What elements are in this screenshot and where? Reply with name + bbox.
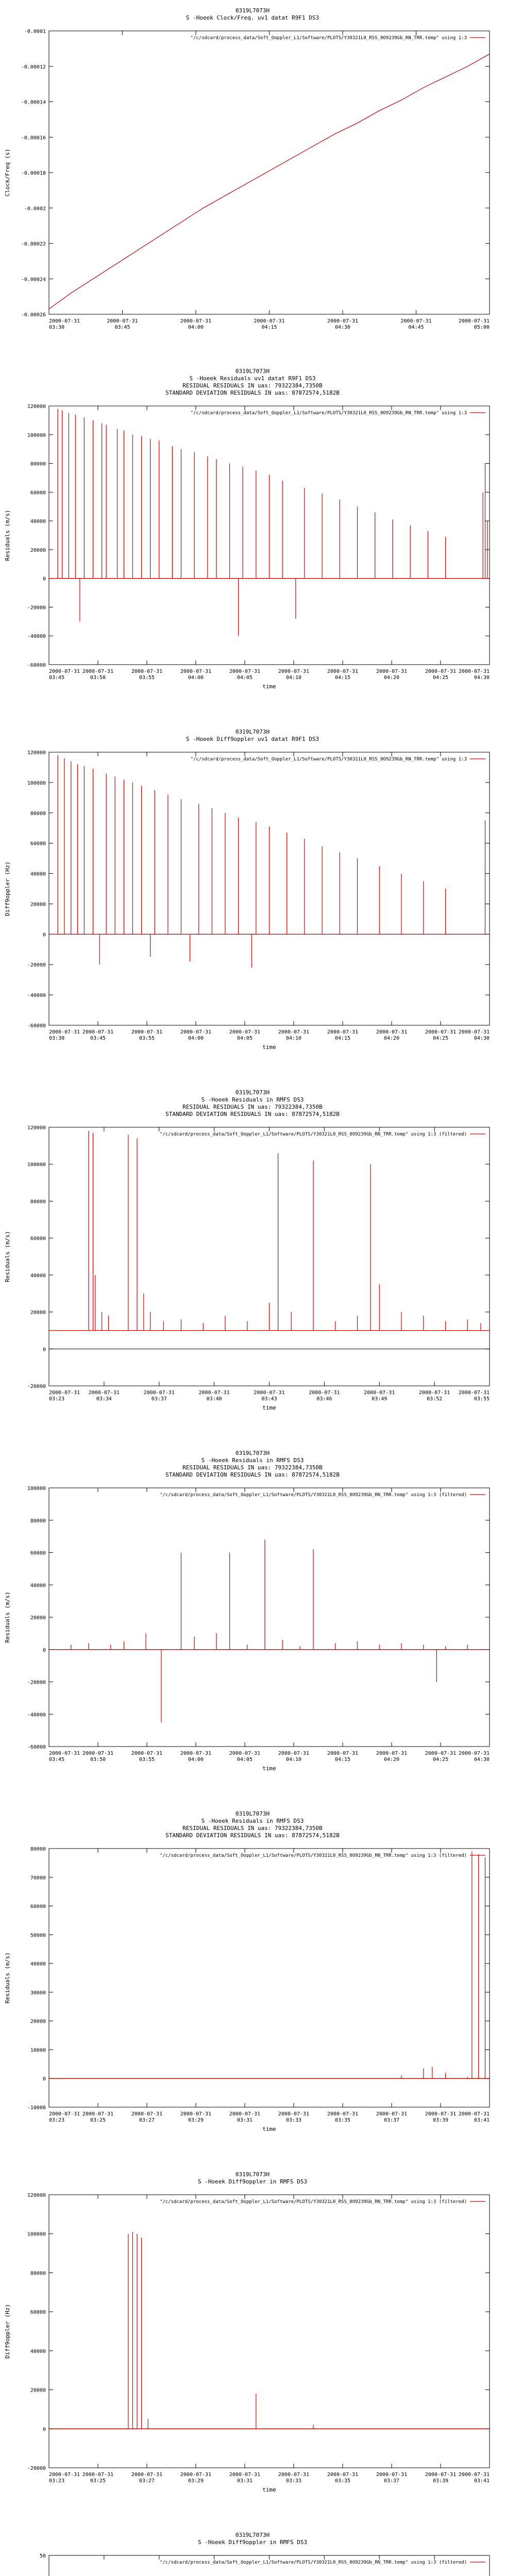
x-tick-label: 03:40 [206,1396,222,1402]
x-tick-label: 2000-07-31 [458,669,490,674]
chart-svg-8 [0,2524,505,2576]
chart-title-line: 0319L7073H [235,1089,270,1096]
y-tick-label: 50 [39,2553,46,2559]
x-tick-label: 2000-07-31 [425,1751,457,1756]
x-tick-label: 03:45 [49,1757,65,1762]
x-tick-label: 03:31 [237,2117,253,2123]
x-tick-label: 04:15 [334,1036,351,1041]
y-tick-label: 50000 [30,1933,46,1939]
y-tick-label: -0.00012 [21,64,46,70]
y-tick-label: 40000 [30,871,46,877]
y-axis-label: Residuals (m/s) [4,1231,11,1282]
y-tick-label: 120000 [27,2193,46,2198]
x-tick-label: 04:00 [188,325,204,330]
x-tick-label: 2000-07-31 [425,669,457,674]
x-tick-label: 2000-07-31 [458,1751,490,1756]
x-tick-label: 04:30 [474,675,490,681]
x-tick-label: 03:52 [427,1396,443,1402]
x-tick-label: 2000-07-31 [82,1751,114,1756]
x-axis-label: time [262,1404,276,1411]
x-tick-label: 03:43 [261,1396,277,1402]
x-tick-label: 03:45 [49,675,65,681]
x-tick-label: 04:10 [285,1036,302,1041]
x-tick-label: 03:41 [474,2478,490,2484]
x-tick-label: 2000-07-31 [180,2111,212,2117]
x-tick-label: 03:35 [334,2478,351,2484]
x-tick-label: 2000-07-31 [327,669,359,674]
chart-svg-4 [0,1082,505,1443]
y-tick-label: 20000 [30,902,46,908]
chart-title-line: S -Hoeek Diff9oppler uv1 datat R9F1 DS3 [186,736,319,742]
x-tick-label: 2000-07-31 [82,1029,114,1035]
y-tick-label: 100000 [27,432,46,438]
chart-title-line: 0319L7073H [235,2171,270,2178]
legend-entry: "/c/sdcard/process_data/Soft_Ooppler_L1/Software/PLOTS/Y30321L0_RSS_0O9239Gb_RN_TRR.temp" using 1:3 (filtered) [159,2560,467,2565]
y-tick-label: 60000 [30,1550,46,1556]
plot-frame [49,1488,490,1747]
y-axis-label: Diff9oppler (Hz) [4,861,11,916]
x-tick-label: 03:30 [49,1036,65,1041]
x-tick-label: 04:00 [188,1036,204,1041]
y-tick-label: 0 [42,2076,46,2082]
y-tick-label: 120000 [27,1125,46,1131]
x-tick-label: 04:25 [432,675,449,681]
x-tick-label: 2000-07-31 [327,2472,359,2478]
y-tick-label: 60000 [30,841,46,847]
legend-entry: "/c/sdcard/process_data/Soft_Ooppler_L1/Software/PLOTS/Y30321L0_RSS_0O9239Gb_RN_TRR.temp" using 1:3 [190,411,467,416]
y-tick-label: 120000 [27,750,46,756]
x-tick-label: 2000-07-31 [425,1029,457,1035]
y-tick-label: 80000 [30,461,46,467]
x-tick-label: 2000-07-31 [376,2472,408,2478]
x-tick-label: 2000-07-31 [327,1751,359,1756]
x-tick-label: 04:30 [334,325,351,330]
x-tick-label: 03:27 [139,2478,155,2484]
chart-title-line: RESIDUAL RESIDUALS IN uas: 79322384,7350B [182,1104,323,1110]
x-tick-label: 2000-07-31 [82,2111,114,2117]
legend-entry: "/c/sdcard/process_data/Soft_Ooppler_L1/Software/PLOTS/Y30321L0_RSS_0O9239Gb_RN_TRR.temp" using 1:3 (filtered) [159,1493,467,1498]
chart-title-line: STANDARD DEVIATION RESIDUALS IN uas: 87872574,5182B [165,389,340,396]
y-tick-label: -0.00014 [21,99,46,106]
chart-svg-5 [0,1443,505,1803]
x-tick-label: 2000-07-31 [49,1390,80,1396]
x-tick-label: 2000-07-31 [376,669,408,674]
y-tick-label: 80000 [30,810,46,817]
x-axis-label: time [262,2486,276,2493]
x-tick-label: 2000-07-31 [49,2111,80,2117]
x-tick-label: 2000-07-31 [278,1751,310,1756]
x-tick-label: 2000-07-31 [425,2472,457,2478]
plot-frame [49,1127,490,1386]
y-tick-label: 10000 [30,2047,46,2054]
x-tick-label: 04:15 [261,325,277,330]
chart-title-line: STANDARD DEVIATION RESIDUALS IN uas: 87872574,5182B [165,1471,340,1478]
chart-title-line: 0319L7073H [235,7,270,14]
x-tick-label: 03:35 [334,2117,351,2123]
x-tick-label: 03:34 [96,1396,112,1402]
x-tick-label: 2000-07-31 [327,318,359,324]
y-tick-label: -0.00026 [21,312,46,318]
chart-panel-1 [0,0,505,361]
y-tick-label: 20000 [30,547,46,553]
y-tick-label: 0 [42,1647,46,1653]
x-tick-label: 03:55 [139,1757,155,1762]
x-tick-label: 03:55 [139,1036,155,1041]
x-axis-label: time [262,2126,276,2132]
y-tick-label: 60000 [30,1236,46,1242]
plot-frame [49,1849,490,2107]
x-tick-label: 03:29 [188,2117,204,2123]
x-tick-label: 2000-07-31 [131,1751,163,1756]
x-tick-label: 2000-07-31 [309,1390,340,1396]
y-tick-label: 20000 [30,1310,46,1316]
x-tick-label: 2000-07-31 [180,318,212,324]
y-tick-label: 40000 [30,519,46,525]
y-tick-label: -60000 [27,1744,46,1750]
chart-svg-6 [0,1803,505,2164]
y-tick-label: -0.0001 [24,29,46,35]
x-tick-label: 2000-07-31 [278,2111,310,2117]
x-tick-label: 2000-07-31 [458,2472,490,2478]
x-tick-label: 2000-07-31 [131,2111,163,2117]
x-tick-label: 03:50 [90,675,106,681]
chart-title-line: S -Hoeek Residuals uv1 datat R9F1 DS3 [189,375,316,382]
chart-title-line: STANDARD DEVIATION RESIDUALS IN uas: 87872574,5182B [165,1111,340,1117]
x-tick-label: 03:39 [432,2117,449,2123]
chart-title-line: 0319L7073H [235,728,270,735]
y-tick-label: 40000 [30,2348,46,2354]
x-tick-label: 2000-07-31 [278,1029,310,1035]
y-tick-label: 80000 [30,1846,46,1852]
x-tick-label: 03:39 [432,2478,449,2484]
y-tick-label: -0.00016 [21,135,46,141]
chart-title-line: 0319L7073H [235,1450,270,1456]
y-tick-label: 40000 [30,1273,46,1279]
x-tick-label: 05:00 [474,325,490,330]
y-tick-label: 40000 [30,1961,46,1968]
x-tick-label: 04:30 [474,1757,490,1762]
x-tick-label: 2000-07-31 [49,669,80,674]
chart-title-line: S -Hoeek Diff9oppler in RMFS DS3 [198,2178,307,2185]
x-tick-label: 03:50 [90,1757,106,1762]
x-tick-label: 2000-07-31 [425,2111,457,2117]
chart-title-line: S -Hoeek Clock/Freq. uv1 datat R9F1 DS3 [186,14,319,21]
x-tick-label: 04:20 [383,1757,400,1762]
x-tick-label: 2000-07-31 [254,1390,285,1396]
x-tick-label: 04:05 [237,1757,253,1762]
x-tick-label: 2000-07-31 [131,669,163,674]
x-tick-label: 03:46 [316,1396,332,1402]
x-tick-label: 2000-07-31 [229,2472,261,2478]
y-tick-label: 0 [42,576,46,582]
x-axis-label: time [262,1044,276,1050]
x-tick-label: 2000-07-31 [82,2472,114,2478]
y-tick-label: 30000 [30,1990,46,1996]
x-tick-label: 2000-07-31 [278,669,310,674]
y-tick-label: 80000 [30,1199,46,1205]
y-tick-label: -40000 [27,993,46,999]
x-tick-label: 2000-07-31 [458,1029,490,1035]
x-tick-label: 03:37 [151,1396,167,1402]
x-tick-label: 2000-07-31 [376,2111,408,2117]
x-tick-label: 2000-07-31 [400,318,432,324]
x-tick-label: 2000-07-31 [180,1029,212,1035]
y-tick-label: 20000 [30,1615,46,1621]
y-tick-label: -0.00018 [21,171,46,176]
x-tick-label: 2000-07-31 [458,1390,490,1396]
x-tick-label: 03:27 [139,2117,155,2123]
x-tick-label: 04:15 [334,675,351,681]
y-tick-label: -60000 [27,1023,46,1029]
legend-entry: "/c/sdcard/process_data/Soft_Ooppler_L1/Software/PLOTS/Y30321L0_RSS_0O9239Gb_RN_TRR.temp" using 1:3 [190,36,467,41]
x-axis-label: time [262,1765,276,1772]
y-tick-label: 100000 [27,1486,46,1492]
plot-frame [49,2195,490,2468]
x-tick-label: 2000-07-31 [180,669,212,674]
x-tick-label: 04:25 [432,1036,449,1041]
legend-entry: "/c/sdcard/process_data/Soft_Ooppler_L1/Software/PLOTS/Y30321L0_RSS_0O9239Gb_RN_TRR.temp" using 1:3 (filtered) [159,2199,467,2205]
y-tick-label: -20000 [27,1680,46,1686]
chart-title-line: S -Hoeek Residuals in RMFS DS3 [201,1457,304,1464]
x-tick-label: 03:23 [49,2117,65,2123]
x-tick-label: 2000-07-31 [180,2472,212,2478]
chart-svg-2 [0,361,505,721]
x-tick-label: 2000-07-31 [254,318,285,324]
x-tick-label: 04:25 [432,1757,449,1762]
y-tick-label: 0 [42,1347,46,1353]
x-tick-label: 2000-07-31 [49,1751,80,1756]
y-tick-label: -0.00024 [21,277,46,283]
y-tick-label: -40000 [27,1712,46,1718]
x-tick-label: 03:29 [188,2478,204,2484]
legend-entry: "/c/sdcard/process_data/Soft_Ooppler_L1/Software/PLOTS/Y30321L0_RSS_0O9239Gb_RN_TRR.temp" using 1:3 (filtered) [159,1132,467,1137]
y-tick-label: 100000 [27,1162,46,1168]
x-tick-label: 2000-07-31 [49,1029,80,1035]
y-axis-label: Diff9oppler (Hz) [4,2304,11,2359]
x-tick-label: 2000-07-31 [180,1751,212,1756]
chart-title-line: 0319L7073H [235,1810,270,1817]
chart-svg-3 [0,721,505,1082]
chart-panel-4 [0,1082,505,1443]
plot-frame [49,31,490,314]
x-tick-label: 2000-07-31 [131,1029,163,1035]
chart-panel-2 [0,361,505,721]
x-tick-label: 2000-07-31 [229,1029,261,1035]
chart-panel-8 [0,2524,505,2576]
chart-title-line: S -Hoeek Residuals in RMFS DS3 [201,1096,304,1103]
x-tick-label: 03:55 [474,1396,490,1402]
y-tick-label: 60000 [30,490,46,496]
x-tick-label: 04:45 [408,325,424,330]
x-tick-label: 03:33 [285,2117,302,2123]
x-tick-label: 2000-07-31 [458,318,490,324]
chart-title-line: RESIDUAL RESIDUALS IN uas: 79322384,7350B [182,1464,323,1471]
x-tick-label: 2000-07-31 [419,1390,450,1396]
y-tick-label: 20000 [30,2019,46,2025]
x-tick-label: 2000-07-31 [458,2111,490,2117]
y-tick-label: -20000 [27,962,46,969]
chart-title-line: S -Hoeek Residuals in RMFS DS3 [201,1818,304,1824]
x-tick-label: 2000-07-31 [229,1751,261,1756]
chart-title-line: STANDARD DEVIATION RESIDUALS IN uas: 87872574,5182B [165,1832,340,1839]
x-tick-label: 2000-07-31 [88,1390,120,1396]
y-tick-label: 40000 [30,1583,46,1589]
y-axis-label: Residuals (m/s) [4,1591,11,1643]
y-tick-label: 100000 [27,2231,46,2238]
x-tick-label: 03:25 [90,2478,106,2484]
x-tick-label: 04:10 [285,675,302,681]
x-tick-label: 2000-07-31 [229,669,261,674]
x-tick-label: 04:05 [237,1036,253,1041]
y-tick-label: -20000 [27,1384,46,1389]
x-tick-label: 2000-07-31 [376,1029,408,1035]
x-axis-label: time [262,683,276,690]
x-tick-label: 03:23 [49,1396,65,1402]
y-tick-label: 70000 [30,1875,46,1881]
x-tick-label: 04:05 [237,675,253,681]
chart-panel-6 [0,1803,505,2164]
x-tick-label: 2000-07-31 [229,2111,261,2117]
x-tick-label: 2000-07-31 [49,2472,80,2478]
legend-entry: "/c/sdcard/process_data/Soft_Ooppler_L1/Software/PLOTS/Y30321L0_RSS_0O9239Gb_RN_TRR.temp" using 1:3 [190,757,467,762]
chart-svg-7 [0,2164,505,2524]
x-tick-label: 03:55 [139,675,155,681]
x-tick-label: 03:41 [474,2117,490,2123]
x-tick-label: 04:00 [188,1757,204,1762]
y-tick-label: 60000 [30,1904,46,1910]
x-tick-label: 04:10 [285,1757,302,1762]
x-tick-label: 2000-07-31 [198,1390,230,1396]
x-tick-label: 03:37 [383,2117,400,2123]
x-tick-label: 03:37 [383,2478,400,2484]
x-tick-label: 2000-07-31 [278,2472,310,2478]
y-tick-label: 60000 [30,2310,46,2316]
y-axis-label: Clock/Freq (s) [4,148,11,197]
x-tick-label: 2000-07-31 [364,1390,395,1396]
x-tick-label: 2000-07-31 [327,1029,359,1035]
y-tick-label: -0.00022 [21,241,46,247]
x-tick-label: 03:31 [237,2478,253,2484]
x-tick-label: 2000-07-31 [143,1390,175,1396]
y-axis-label: Residuals (m/s) [4,1952,11,2004]
x-tick-label: 04:00 [188,675,204,681]
series-line [49,54,490,309]
x-tick-label: 2000-07-31 [327,2111,359,2117]
chart-title-line: RESIDUAL RESIDUALS IN uas: 79322384,7350B [182,1825,323,1832]
y-tick-label: -20000 [27,2466,46,2471]
chart-panel-5 [0,1443,505,1803]
x-tick-label: 2000-07-31 [49,318,80,324]
y-tick-label: -40000 [27,634,46,640]
chart-svg-1 [0,0,505,361]
chart-title-line: RESIDUAL RESIDUALS IN uas: 79322384,7350B [182,382,323,389]
y-tick-label: -0.0002 [24,206,46,212]
chart-title-line: 0319L7073H [235,368,270,375]
x-tick-label: 04:20 [383,675,400,681]
x-tick-label: 2000-07-31 [376,1751,408,1756]
x-tick-label: 03:45 [114,325,130,330]
x-tick-label: 04:15 [334,1757,351,1762]
x-tick-label: 03:33 [285,2478,302,2484]
x-tick-label: 03:45 [90,1036,106,1041]
x-tick-label: 03:49 [372,1396,388,1402]
y-axis-label: Residuals (m/s) [4,510,11,561]
chart-title-line: 0319L7073H [235,2532,270,2538]
y-tick-label: 100000 [27,780,46,786]
x-tick-label: 04:30 [474,1036,490,1041]
chart-title-line: S -Hoeek Diff9oppler in RMFS DS3 [198,2539,307,2546]
x-tick-label: 2000-07-31 [107,318,138,324]
x-tick-label: 04:20 [383,1036,400,1041]
x-tick-label: 03:23 [49,2478,65,2484]
x-tick-label: 03:25 [90,2117,106,2123]
legend-entry: "/c/sdcard/process_data/Soft_Ooppler_L1/Software/PLOTS/Y30321L0_RSS_0O9239Gb_RN_TRR.temp" using 1:3 (filtered) [159,1853,467,1858]
y-tick-label: 0 [42,2427,46,2433]
y-tick-label: 0 [42,932,46,938]
x-tick-label: 2000-07-31 [82,669,114,674]
y-tick-label: 80000 [30,1518,46,1524]
y-tick-label: -10000 [27,2105,46,2111]
y-tick-label: -20000 [27,605,46,611]
x-tick-label: 03:30 [49,325,65,330]
y-tick-label: 20000 [30,2387,46,2394]
y-tick-label: -60000 [27,663,46,668]
y-tick-label: 80000 [30,2270,46,2277]
x-tick-label: 2000-07-31 [131,2472,163,2478]
y-tick-label: 120000 [27,404,46,410]
chart-panel-7 [0,2164,505,2524]
chart-panel-3 [0,721,505,1082]
